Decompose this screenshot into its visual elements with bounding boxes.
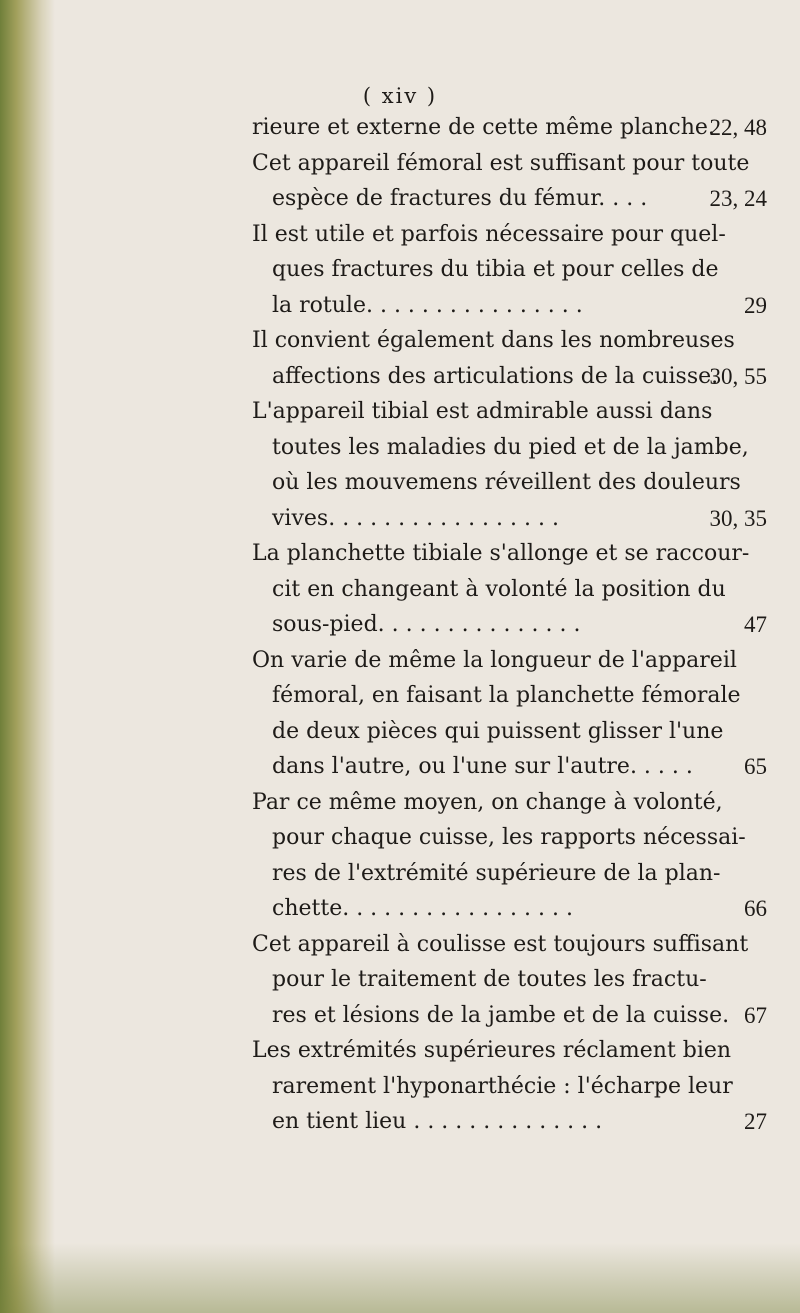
text-line <box>252 572 767 608</box>
line-text: ques fractures du tibia et pour celles de <box>272 257 719 282</box>
text-line <box>252 678 767 714</box>
text-line <box>252 607 767 643</box>
line-text: rieure et externe de cette même planche. <box>252 115 715 140</box>
text-line <box>252 1033 767 1069</box>
line-text: Cet appareil à coulisse est toujours suffisant <box>252 931 749 957</box>
line-text: pour chaque cuisse, les rapports nécessai- <box>272 825 746 850</box>
page-reference: 67 <box>744 1002 767 1028</box>
text-line <box>252 252 767 288</box>
text-line <box>252 714 767 750</box>
text-line <box>252 749 767 785</box>
line-text: cit en changeant à volonté la position du <box>272 576 726 602</box>
text-line <box>252 465 767 501</box>
text-line <box>252 536 767 572</box>
line-text: affections des articulations de la cuisse. <box>272 363 719 389</box>
bottom-stain <box>0 1243 800 1313</box>
line-text: en tient lieu . . . . . . . . . . . . . . <box>272 1109 603 1134</box>
text-line <box>252 998 767 1034</box>
line-text: On varie de même la longueur de l'appareil <box>252 647 737 673</box>
line-text: Les extrémités supérieures réclament bien <box>252 1038 732 1063</box>
page-reference: 22, 48 <box>709 115 767 140</box>
text-line <box>252 501 767 537</box>
line-text: Il convient également dans les nombreuses <box>252 328 735 353</box>
line-text: res et lésions de la jambe et de la cuisse. <box>272 1002 730 1028</box>
page-reference: 30, 35 <box>709 505 767 531</box>
page-reference: 47 <box>744 612 767 637</box>
line-text: La planchette tibiale s'allonge et se raccour- <box>252 541 750 566</box>
text-line <box>252 785 767 821</box>
page-reference: 29 <box>744 292 767 318</box>
line-text: fémoral, en faisant la planchette fémorale <box>272 683 741 708</box>
line-text: Par ce même moyen, on change à volonté, <box>252 789 723 815</box>
text-line <box>252 181 767 217</box>
text-line <box>252 394 767 430</box>
line-text: Cet appareil fémoral est suffisant pour toute <box>252 150 750 176</box>
line-text: sous-pied. . . . . . . . . . . . . . . <box>272 612 581 637</box>
text-line <box>252 856 767 892</box>
page-reference: 65 <box>744 754 767 779</box>
line-text: la rotule. . . . . . . . . . . . . . . . <box>272 292 583 318</box>
page-reference: 66 <box>744 896 767 921</box>
line-text: toutes les maladies du pied et de la jambe, <box>272 434 749 460</box>
line-text: où les mouvemens réveillent des douleurs <box>272 470 741 495</box>
page-spine-stain <box>0 0 55 1313</box>
line-text: de deux pièces qui puissent glisser l'une <box>272 718 724 744</box>
page-reference: 30, 55 <box>709 363 767 389</box>
text-line <box>252 1069 767 1105</box>
text-line <box>252 820 767 856</box>
text-line <box>252 430 767 466</box>
line-text: pour le traitement de toutes les fractu- <box>272 967 707 992</box>
text-line <box>252 1104 767 1140</box>
line-text: espèce de fractures du fémur. . . . <box>272 186 648 211</box>
line-text: rarement l'hyponarthécie : l'écharpe leur <box>272 1073 733 1099</box>
text-line <box>252 323 767 359</box>
line-text: dans l'autre, ou l'une sur l'autre. . . . . <box>272 754 693 779</box>
text-line <box>252 891 767 927</box>
text-line <box>252 146 767 182</box>
line-text: vives. . . . . . . . . . . . . . . . . <box>272 505 559 531</box>
page-reference: 23, 24 <box>709 186 767 211</box>
text-line <box>252 643 767 679</box>
line-text: res de l'extrémité supérieure de la plan- <box>272 860 721 886</box>
text-line <box>252 927 767 963</box>
page-reference: 27 <box>744 1109 767 1134</box>
text-line <box>252 288 767 324</box>
line-text: L'appareil tibial est admirable aussi dans <box>252 399 713 424</box>
table-of-contents-list <box>252 110 767 1140</box>
text-line <box>252 962 767 998</box>
page-number-folio: ( xiv ) <box>362 84 438 108</box>
text-line <box>252 217 767 253</box>
text-line <box>252 359 767 395</box>
line-text: chette. . . . . . . . . . . . . . . . . <box>272 896 573 921</box>
line-text: Il est utile et parfois nécessaire pour quel- <box>252 221 726 247</box>
text-line <box>252 110 767 146</box>
